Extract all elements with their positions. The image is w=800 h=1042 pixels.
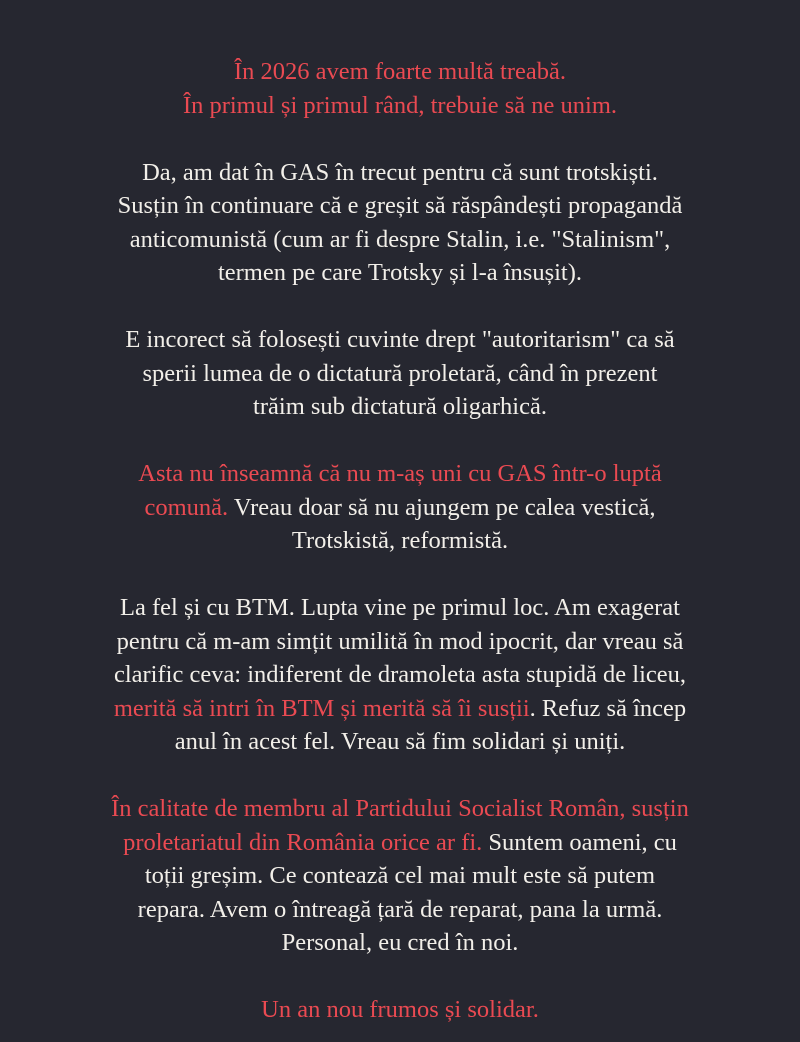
- text-line: [0, 826, 800, 860]
- highlighted-text: În primul și primul rând, trebuie să ne unim.: [182, 91, 618, 119]
- text-line: [0, 256, 800, 290]
- highlighted-text: merită să intri în BTM și merită să îi susții: [113, 694, 530, 722]
- paragraph-gap: [0, 558, 800, 592]
- text-line: [0, 993, 800, 1027]
- highlighted-text: În 2026 avem foarte multă treabă.: [234, 58, 566, 85]
- text-line: [0, 926, 800, 960]
- body-text: repara. Avem o întreagă țară de reparat, pana la urmă.: [137, 895, 663, 923]
- body-text: clarific ceva: indiferent de dramoleta asta stupidă de liceu,: [113, 661, 687, 688]
- text-line: [0, 658, 800, 692]
- body-text: anul în acest fel. Vreau să fim solidari și uniți.: [174, 728, 626, 755]
- body-text: pentru că m-am simțit umilită în mod ipocrit, dar vreau să: [116, 627, 684, 655]
- highlighted-text: proletariatul din România orice ar fi.: [123, 828, 483, 856]
- text-line: [0, 156, 800, 190]
- text-line: [0, 859, 800, 893]
- text-line: [0, 792, 800, 826]
- body-text: trăim sub dictatură oligarhică.: [253, 393, 547, 420]
- text-line: [0, 893, 800, 927]
- body-text: Personal, eu cred în noi.: [281, 929, 519, 956]
- text-line: [0, 491, 800, 525]
- text-line: [0, 524, 800, 558]
- body-text: sperii lumea de o dictatură proletară, când în prezent: [142, 359, 658, 387]
- text-line: [0, 457, 800, 491]
- highlighted-text: Asta nu înseamnă că nu m-aș uni cu GAS într-o luptă: [138, 460, 662, 487]
- text-line: [0, 189, 800, 223]
- highlighted-text: Un an nou frumos și solidar.: [261, 996, 539, 1023]
- highlighted-text: În calitate de membru al Partidului Socialist Român, susțin: [111, 795, 689, 822]
- body-text: Vreau doar să nu ajungem pe calea vestică,: [228, 493, 656, 521]
- paragraph-gap: [0, 122, 800, 156]
- body-text: Suntem oameni, cu: [482, 828, 677, 856]
- body-text: E incorect să folosești cuvinte drept "autoritarism" ca să: [125, 326, 675, 353]
- text-line: [0, 692, 800, 726]
- text-line: [0, 89, 800, 123]
- body-text: anticomunistă (cum ar fi despre Stalin, i.e. "Stalinism",: [129, 225, 671, 253]
- highlighted-text: comună.: [144, 493, 229, 521]
- text-line: [0, 725, 800, 759]
- text-line: [0, 223, 800, 257]
- paragraph-gap: [0, 290, 800, 324]
- body-text: Susțin în continuare că e greșit să răspândești propagandă: [117, 192, 683, 219]
- body-text: . Refuz să încep: [529, 694, 687, 722]
- text-line: [0, 591, 800, 625]
- body-text: La fel și cu BTM. Lupta vine pe primul loc. Am exagerat: [120, 594, 680, 621]
- paragraph-gap: [0, 424, 800, 458]
- body-text: Trotskistă, reformistă.: [291, 527, 509, 554]
- body-text: termen pe care Trotsky și l-a însușit).: [217, 259, 583, 286]
- body-text: Da, am dat în GAS în trecut pentru că sunt trotskiști.: [142, 158, 658, 186]
- body-text: toții greșim. Ce contează cel mai mult este să putem: [144, 862, 656, 889]
- text-line: [0, 357, 800, 391]
- text-line: [0, 625, 800, 659]
- paragraph-gap: [0, 759, 800, 793]
- paragraph-gap: [0, 960, 800, 994]
- text-line: [0, 323, 800, 357]
- text-line: [0, 55, 800, 89]
- text-line: [0, 390, 800, 424]
